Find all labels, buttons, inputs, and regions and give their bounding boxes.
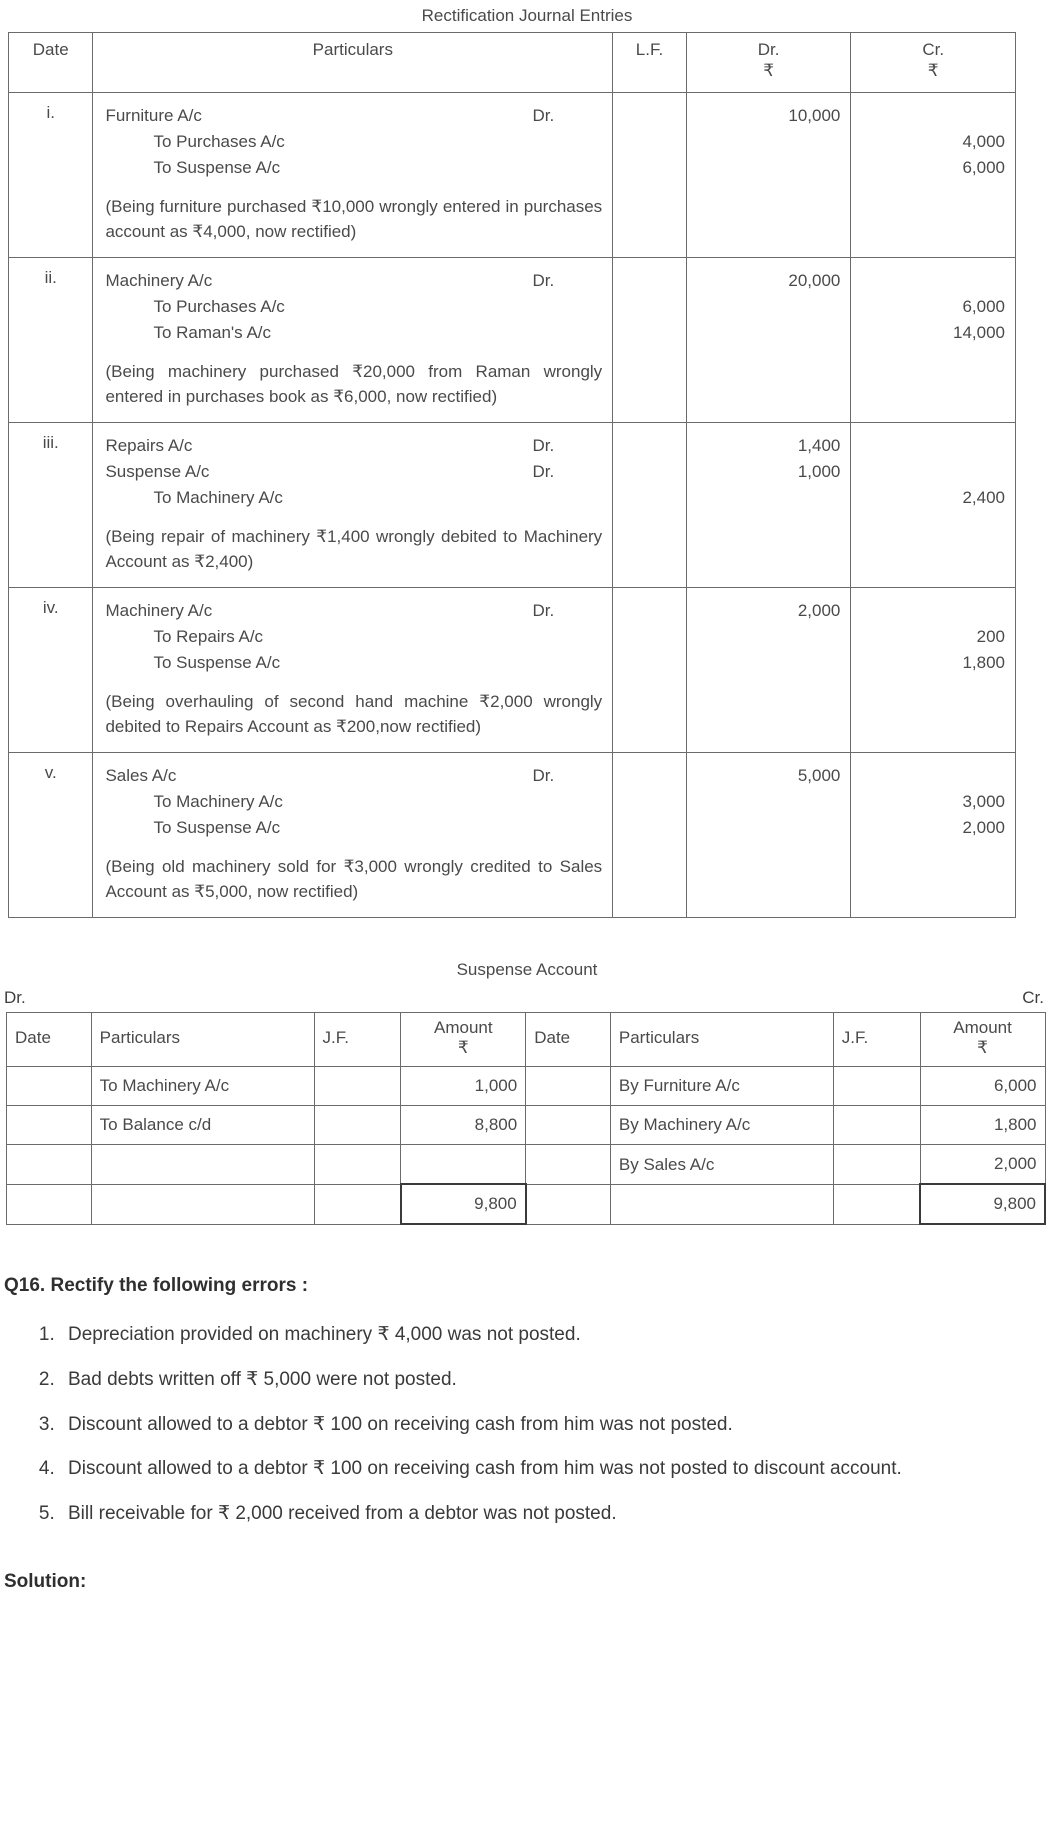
journal-row	[9, 587, 1016, 752]
journal-entry-account: Furniture A/c	[105, 105, 202, 125]
suspense-header-amount-dr	[401, 1012, 526, 1067]
journal-row-lf	[613, 422, 687, 587]
question-list-item: 2. Bad debts written off ₹ 5,000 were not posted.	[60, 1366, 1054, 1394]
journal-entry-account: Machinery A/c	[105, 600, 213, 620]
journal-row-number: ii.	[9, 257, 93, 422]
amount-value: 2,000	[962, 817, 1005, 837]
journal-header-dr-label: Dr.	[757, 40, 780, 59]
journal-entry-line	[105, 650, 602, 676]
journal-entry-line	[105, 459, 602, 485]
journal-entry-line	[105, 320, 602, 346]
journal-row	[9, 422, 1016, 587]
journal-entry-account: To Raman's A/c	[153, 323, 272, 343]
journal-entry-line	[105, 598, 602, 624]
amount-value: 6,000	[962, 157, 1005, 177]
amount-spacer	[855, 268, 1005, 294]
journal-entry-dr-tag: Dr.	[532, 270, 555, 290]
journal-entry-dr-tag: Dr.	[532, 105, 555, 125]
suspense-header-jf-cr: J.F.	[833, 1012, 920, 1067]
suspense-cell-date-credit	[526, 1145, 611, 1185]
journal-row-credit	[851, 422, 1016, 587]
question-block	[4, 1275, 1054, 1593]
suspense-cell-date-debit	[7, 1067, 92, 1106]
suspense-cell-amount-debit: 1,000	[401, 1067, 526, 1106]
journal-entry-dr-tag: Dr.	[532, 461, 555, 481]
suspense-cell-amount-credit: 1,800	[920, 1106, 1045, 1145]
journal-header-cr-label: Cr.	[922, 40, 945, 59]
suspense-cell-particulars-credit: By Furniture A/c	[610, 1067, 833, 1106]
amount-value: 1,800	[962, 652, 1005, 672]
journal-row-lf	[613, 92, 687, 257]
suspense-header-date-dr: Date	[7, 1012, 92, 1067]
journal-row-particulars	[93, 257, 613, 422]
amount-value: 10,000	[788, 105, 841, 125]
journal-row-debit	[686, 752, 851, 917]
journal-entry-account: To Repairs A/c	[153, 626, 264, 646]
amount-spacer	[855, 459, 1005, 485]
journal-row	[9, 257, 1016, 422]
journal-entry-account: To Machinery A/c	[153, 791, 283, 811]
journal-row-particulars	[93, 92, 613, 257]
amount-value: 1,000	[797, 461, 841, 481]
amount-value: 3,000	[962, 791, 1005, 811]
question-list-item: 3. Discount allowed to a debtor ₹ 100 on receiving cash from him was not posted.	[60, 1411, 1054, 1439]
suspense-total-date-debit	[7, 1184, 92, 1224]
journal-entry-dr-tag: Dr.	[532, 435, 555, 455]
suspense-cell-jf-credit	[833, 1067, 920, 1106]
suspense-header-date-cr: Date	[526, 1012, 611, 1067]
question-list-item: 1. Depreciation provided on machinery ₹ 4,000 was not posted.	[60, 1321, 1054, 1349]
journal-entry-account: To Suspense A/c	[153, 818, 281, 838]
suspense-cell-particulars-debit: To Machinery A/c	[91, 1067, 314, 1106]
journal-row-number: iii.	[9, 422, 93, 587]
journal-entry-line	[105, 433, 602, 459]
journal-row-lf	[613, 257, 687, 422]
journal-row-credit	[851, 752, 1016, 917]
amount-value: 1,400	[797, 435, 841, 455]
suspense-cell-jf-credit	[833, 1106, 920, 1145]
suspense-total-particulars-debit	[91, 1184, 314, 1224]
amount-value: 5,000	[797, 765, 841, 785]
question-title: Q16. Rectify the following errors :	[4, 1275, 309, 1297]
journal-row-number: i.	[9, 92, 93, 257]
journal-header-cr	[851, 33, 1016, 93]
suspense-header-amount-cr-label: Amount	[953, 1017, 1012, 1037]
suspense-cell-jf-debit	[314, 1067, 401, 1106]
journal-entry-account: Machinery A/c	[105, 270, 213, 290]
suspense-cell-date-credit	[526, 1067, 611, 1106]
journal-entry-account: To Suspense A/c	[153, 653, 281, 673]
suspense-total-amount-debit: 9,800	[401, 1184, 526, 1224]
amount-value: 6,000	[962, 296, 1005, 316]
journal-entry-account: To Suspense A/c	[153, 158, 281, 178]
journal-entry-line	[105, 268, 602, 294]
suspense-header-particulars-cr: Particulars	[610, 1012, 833, 1067]
suspense-total-jf-debit	[314, 1184, 401, 1224]
journal-row-particulars	[93, 587, 613, 752]
suspense-total-jf-credit	[833, 1184, 920, 1224]
suspense-total-row	[7, 1184, 1046, 1224]
journal-row	[9, 752, 1016, 917]
journal-entry-line	[105, 129, 602, 155]
journal-entry-account: To Purchases A/c	[153, 131, 285, 151]
journal-row-debit	[686, 587, 851, 752]
amount-value: 14,000	[953, 322, 1005, 342]
journal-narration: (Being old machinery sold for ₹3,000 wrongly credited to Sales Account as ₹5,000, now rectified)	[105, 856, 603, 902]
journal-row-particulars	[93, 752, 613, 917]
journal-entry-account: Sales A/c	[105, 765, 177, 785]
suspense-account-table	[6, 1012, 1046, 1226]
journal-row-number: iv.	[9, 587, 93, 752]
suspense-cell-jf-credit	[833, 1145, 920, 1185]
suspense-cell-amount-debit: 8,800	[401, 1106, 526, 1145]
question-list	[4, 1321, 1054, 1527]
journal-header-lf: L.F.	[613, 33, 687, 93]
journal-narration: (Being machinery purchased ₹20,000 from Raman wrongly entered in purchases book as ₹6,000, now rectified)	[105, 361, 603, 407]
journal-row-lf	[613, 752, 687, 917]
suspense-row	[7, 1106, 1046, 1145]
journal-row-debit	[686, 92, 851, 257]
journal-entry-account: Suspense A/c	[105, 461, 210, 481]
suspense-body	[7, 1067, 1046, 1225]
suspense-header-row	[7, 1012, 1046, 1067]
suspense-cell-jf-debit	[314, 1106, 401, 1145]
journal-header-date: Date	[9, 33, 93, 93]
suspense-header-particulars-dr: Particulars	[91, 1012, 314, 1067]
journal-header-particulars: Particulars	[93, 33, 613, 93]
journal-header-dr	[686, 33, 851, 93]
journal-entry-line	[105, 815, 602, 841]
journal-entry-line	[105, 103, 602, 129]
suspense-cell-particulars-debit: To Balance c/d	[91, 1106, 314, 1145]
journal-entry-account: To Machinery A/c	[153, 488, 283, 508]
journal-header-dr-currency: ₹	[763, 61, 775, 81]
suspense-dr-label: Dr.	[4, 987, 26, 1007]
amount-value: 20,000	[788, 270, 841, 290]
journal-header-row	[9, 33, 1016, 93]
suspense-row	[7, 1145, 1046, 1185]
journal-entry-line	[105, 294, 602, 320]
suspense-cell-amount-credit: 2,000	[920, 1145, 1045, 1185]
suspense-drcr-labels	[4, 988, 1044, 1008]
suspense-header-amount-dr-currency: ₹	[457, 1038, 469, 1058]
suspense-total-date-credit	[526, 1184, 611, 1224]
suspense-cell-particulars-credit: By Machinery A/c	[610, 1106, 833, 1145]
suspense-cell-jf-debit	[314, 1145, 401, 1185]
journal-entry-dr-tag: Dr.	[532, 600, 555, 620]
journal-entry-line	[105, 155, 602, 181]
journal-row-debit	[686, 422, 851, 587]
journal-row-debit	[686, 257, 851, 422]
suspense-cell-particulars-credit: By Sales A/c	[610, 1145, 833, 1185]
suspense-total-amount-credit: 9,800	[920, 1184, 1045, 1224]
journal-caption: Rectification Journal Entries	[421, 6, 633, 25]
suspense-header-amount-cr	[920, 1012, 1045, 1067]
journal-narration: (Being repair of machinery ₹1,400 wrongly debited to Machinery Account as ₹2,400)	[105, 526, 603, 572]
suspense-cell-date-debit	[7, 1106, 92, 1145]
journal-entry-account: To Purchases A/c	[153, 296, 285, 316]
amount-value: 2,000	[797, 600, 841, 620]
suspense-cr-label: Cr.	[1022, 987, 1044, 1007]
amount-value: 4,000	[962, 131, 1005, 151]
journal-row-credit	[851, 257, 1016, 422]
journal-entry-line	[105, 624, 602, 650]
suspense-header-amount-cr-currency: ₹	[977, 1038, 988, 1058]
journal-header-cr-currency: ₹	[927, 61, 939, 81]
suspense-cell-amount-credit: 6,000	[920, 1067, 1045, 1106]
journal-narration: (Being overhauling of second hand machine ₹2,000 wrongly debited to Repairs Account as ₹200,now rectified)	[105, 691, 603, 737]
journal-row-credit	[851, 92, 1016, 257]
journal-row-credit	[851, 587, 1016, 752]
journal-body	[9, 92, 1016, 917]
amount-spacer	[855, 763, 1005, 789]
journal-narration: (Being furniture purchased ₹10,000 wrongly entered in purchases account as ₹4,000, now rectified)	[105, 196, 603, 242]
journal-row-particulars	[93, 422, 613, 587]
journal-entry-line	[105, 763, 602, 789]
question-list-item: 5. Bill receivable for ₹ 2,000 received from a debtor was not posted.	[60, 1500, 1054, 1528]
rectification-journal-table	[8, 32, 1016, 918]
suspense-total-particulars-credit	[610, 1184, 833, 1224]
journal-row-number: v.	[9, 752, 93, 917]
amount-value: 200	[976, 626, 1005, 646]
suspense-account-section	[0, 960, 1054, 1226]
journal-row-lf	[613, 587, 687, 752]
solution-label: Solution:	[4, 1571, 87, 1593]
suspense-cell-amount-debit	[401, 1145, 526, 1185]
suspense-cell-particulars-debit	[91, 1145, 314, 1185]
suspense-header-jf-dr: J.F.	[314, 1012, 401, 1067]
journal-entry-dr-tag: Dr.	[532, 765, 555, 785]
amount-value: 2,400	[962, 487, 1005, 507]
journal-entry-line	[105, 789, 602, 815]
suspense-title: Suspense Account	[456, 959, 598, 979]
suspense-header-amount-dr-label: Amount	[434, 1017, 493, 1037]
journal-entry-line	[105, 485, 602, 511]
question-list-item: 4. Discount allowed to a debtor ₹ 100 on receiving cash from him was not posted to discount account.	[60, 1455, 1054, 1483]
amount-spacer	[855, 433, 1005, 459]
journal-row	[9, 92, 1016, 257]
amount-spacer	[855, 103, 1005, 129]
suspense-cell-date-credit	[526, 1106, 611, 1145]
suspense-cell-date-debit	[7, 1145, 92, 1185]
journal-entry-account: Repairs A/c	[105, 435, 193, 455]
suspense-row	[7, 1067, 1046, 1106]
amount-spacer	[855, 598, 1005, 624]
